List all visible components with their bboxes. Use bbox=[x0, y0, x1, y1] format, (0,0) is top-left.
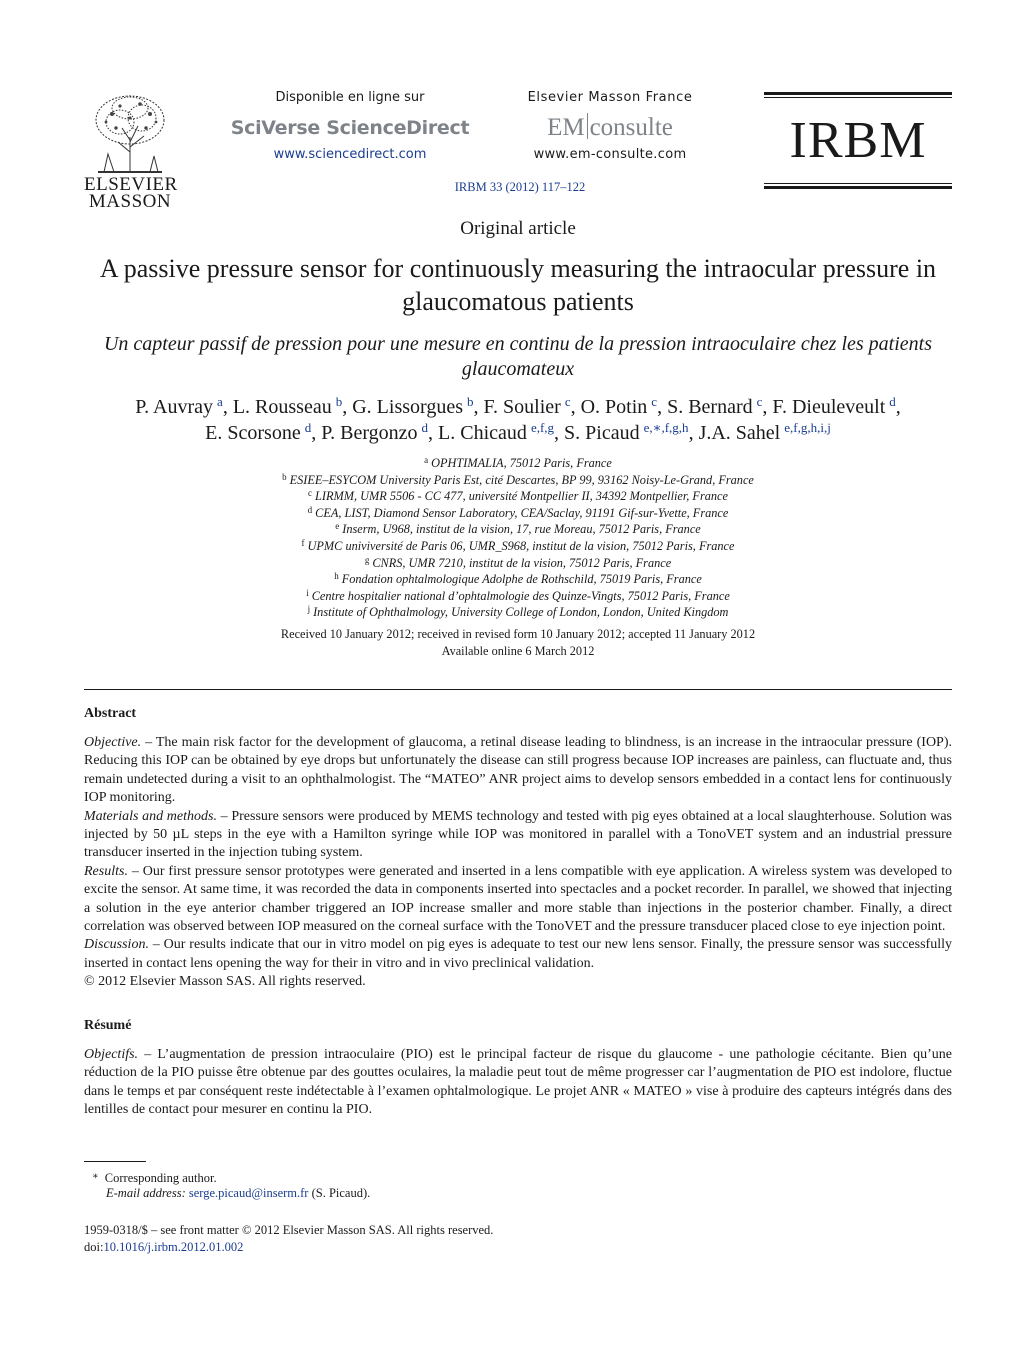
author-affiliation-marker[interactable]: c bbox=[651, 394, 658, 409]
author-name: L. Rousseau bbox=[232, 396, 332, 418]
author-affiliation-marker[interactable]: a bbox=[217, 394, 223, 409]
received-dates: Received 10 January 2012; received in revised form 10 January 2012; accepted 11 January 2012 bbox=[280, 627, 756, 641]
resume-section-label: Objectifs. bbox=[84, 1047, 139, 1062]
author-list bbox=[84, 394, 952, 446]
author-separator: , bbox=[688, 422, 699, 444]
author-name: O. Potin bbox=[580, 396, 648, 418]
affiliation-key: i bbox=[306, 587, 309, 598]
resume-section-text: – L’augmentation de pression intraoculaire (PIO) est le principal facteur de risque du glaucome - une pathologie cécitante. Bien qu’une réduction de la PIO puisse être obtenue par des gouttes oculaires, la maladie peut tout de même progresser car l’augmentation de PIO est indolore, fluctue dans le temps et par conséquent reste indétectable à l’examen ophtalmologique. Le projet ANR « MATEO » vise à produire des capteurs intégrés dans des lentilles de contact pour mesurer en continu la PIO. bbox=[84, 1047, 952, 1118]
affiliation-key: h bbox=[334, 571, 339, 582]
article-title: A passive pressure sensor for continuously measuring the intraocular pressure in glaucomatous patients bbox=[99, 254, 937, 316]
author-affiliation-marker[interactable]: c bbox=[756, 394, 763, 409]
author-affiliation-marker[interactable]: d bbox=[304, 420, 312, 435]
abstract-heading: Abstract bbox=[84, 706, 137, 721]
affiliation-list bbox=[84, 455, 952, 621]
email-link[interactable]: serge.picaud@inserm.fr bbox=[188, 1186, 309, 1200]
author-affiliation-marker[interactable]: d bbox=[421, 420, 429, 435]
affiliation-item bbox=[84, 521, 952, 538]
author-separator: , bbox=[222, 396, 233, 418]
affiliation-item bbox=[84, 505, 952, 522]
affiliation-key: a bbox=[424, 455, 429, 465]
affiliation-text: Inserm, U968, institut de la vision, 17, rue Moreau, 75012 Paris, France bbox=[342, 522, 701, 537]
sciencedirect-available-label: Disponible en ligne sur bbox=[275, 90, 425, 105]
sciencedirect-brand: SciVerse ScienceDirect bbox=[230, 117, 470, 139]
author-separator: , bbox=[473, 396, 484, 418]
affiliation-item bbox=[84, 488, 952, 505]
doi-line bbox=[84, 1239, 243, 1256]
author-separator: , bbox=[762, 396, 773, 418]
affiliation-key: f bbox=[301, 537, 305, 548]
affiliation-text: Fondation ophtalmologique Adolphe de Rothschild, 75019 Paris, France bbox=[341, 572, 702, 587]
journal-title-rule-bottom-thin bbox=[764, 183, 952, 184]
author-affiliation-marker[interactable]: b bbox=[467, 394, 474, 409]
journal-citation[interactable]: IRBM 33 (2012) 117–122 bbox=[454, 180, 586, 194]
article-dates bbox=[84, 626, 952, 660]
author-name: S. Picaud bbox=[564, 422, 640, 444]
affiliation-text: LIRMM, UMR 5506 - CC 477, université Montpellier II, 34392 Montpellier, France bbox=[315, 489, 728, 504]
affiliation-text: CNRS, UMR 7210, institut de la vision, 75012 Paris, France bbox=[372, 555, 672, 570]
journal-title-rule-bottom bbox=[764, 186, 952, 189]
emconsulte-publisher: Elsevier Masson France bbox=[527, 90, 693, 105]
emconsulte-brand bbox=[505, 113, 715, 142]
affiliation-key: g bbox=[364, 554, 370, 565]
section-divider bbox=[84, 689, 952, 690]
affiliation-item bbox=[84, 571, 952, 588]
affiliation-item bbox=[84, 472, 952, 489]
author-name: G. Lissorgues bbox=[352, 396, 463, 418]
author-affiliation-marker[interactable]: e,f,g bbox=[530, 420, 555, 435]
author-separator: , bbox=[311, 422, 322, 444]
abstract-section-text: – Pressure sensors were produced by MEMS technology and tested with pig eyes obtained at a local slaughterhouse. Solution was injected by 50 µL steps in the eye with a Hamilton syringe while IOP was monitored in parallel with a TonoVET system and an industrial pressure transducer inserted in the injection tubing system. bbox=[84, 808, 952, 861]
abstract-section-text: – Our first pressure sensor prototypes were generated and inserted in a lens compatible with eye application. A wireless system was developed to excite the sensor. At same time, it was recorded the data in components inserted into spectacles and a pocket recorder. In parallel, we showed that injecting a solution in the eye anterior chamber triggered an IOP increase smaller and more stable than injections in the posterior chamber. Finally, a direct correlation was observed between IOP measured on the corneal surface with the TonoVET and the pressure transducer placed close to eye injection point. bbox=[84, 863, 952, 935]
elsevier-tree-icon bbox=[90, 92, 170, 174]
abstract-section-text: – The main risk factor for the development of glaucoma, a retinal disease leading to blindness, is an increase in the intraocular pressure (IOP). Reducing this IOP can be obtained by eye drops but unfortunately the disease can still progress because IOP increases are painless, can fluctuate and, thus remain undetected during a visit to an ophthalmologist. The “MATEO” ANR project aims to develop sensors embedded in a contact lens for continuously IOP monitoring. bbox=[84, 735, 952, 806]
abstract-section bbox=[84, 734, 952, 808]
emconsulte-link[interactable]: www.em-consulte.com bbox=[533, 147, 687, 162]
journal-title-rule-top bbox=[764, 92, 952, 95]
author-affiliation-marker[interactable]: c bbox=[564, 394, 571, 409]
author-affiliation-marker[interactable]: d bbox=[889, 394, 896, 409]
abstract-section bbox=[84, 808, 952, 863]
author-name: P. Auvray bbox=[135, 396, 214, 418]
author-separator: , bbox=[570, 396, 581, 418]
article-type: Original article bbox=[460, 218, 576, 239]
affiliation-item bbox=[84, 455, 952, 472]
logo-text-elsevier: ELSEVIER bbox=[84, 174, 178, 195]
email-note bbox=[106, 1185, 370, 1202]
footnote-rule bbox=[84, 1161, 146, 1162]
available-online-date: Available online 6 March 2012 bbox=[441, 644, 595, 658]
affiliation-text: OPHTIMALIA, 75012 Paris, France bbox=[431, 456, 612, 470]
affiliation-key: e bbox=[335, 521, 340, 532]
author-name: S. Bernard bbox=[667, 396, 753, 418]
doi-prefix: doi: bbox=[84, 1240, 104, 1254]
affiliation-key: c bbox=[308, 488, 313, 499]
emconsulte-brand-left: EM bbox=[547, 114, 585, 141]
abstract-section bbox=[84, 936, 952, 973]
abstract-section-label: Materials and methods. bbox=[84, 808, 217, 824]
author-separator: , bbox=[554, 422, 565, 444]
affiliation-text: UPMC univiversité de Paris 06, UMR_S968, institut de la vision, 75012 Paris, France bbox=[307, 538, 735, 553]
author-name: F. Soulier bbox=[483, 396, 561, 418]
journal-title: IRBM bbox=[789, 112, 927, 169]
author-affiliation-marker[interactable]: e,f,g,h,i,j bbox=[784, 420, 831, 435]
resume-heading: Résumé bbox=[84, 1018, 132, 1033]
abstract-section-text: – Our results indicate that our in vitro model on pig eyes is adequate to test our new lens sensor. Finally, the pressure sensor was successfully inserted in contact lens opening the way for their in vitro and in vivo preclinical validation. bbox=[84, 937, 952, 971]
abstract-body bbox=[84, 734, 952, 992]
abstract-section bbox=[84, 863, 952, 937]
author-name: E. Scorsone bbox=[205, 422, 301, 444]
abstract-section-label: Objective. bbox=[84, 735, 142, 750]
logo-text-masson: MASSON bbox=[88, 191, 172, 212]
affiliation-item bbox=[84, 538, 952, 555]
journal-title-rule-top-thin bbox=[764, 97, 952, 98]
affiliation-text: ESIEE–ESYCOM University Paris Est, cité Descartes, BP 99, 93162 Noisy-Le-Grand, France bbox=[289, 472, 754, 487]
affiliation-text: Centre hospitalier national d’ophtalmologie des Quinze-Vingts, 75012 Paris, France bbox=[311, 588, 730, 603]
abstract-copyright: © 2012 Elsevier Masson SAS. All rights reserved. bbox=[84, 974, 366, 990]
emconsulte-brand-right: consulte bbox=[589, 114, 673, 141]
email-label: E-mail address: bbox=[106, 1186, 186, 1200]
author-separator: , bbox=[895, 396, 901, 418]
affiliation-key: b bbox=[282, 471, 287, 482]
doi-link[interactable]: 10.1016/j.irbm.2012.01.002 bbox=[103, 1240, 244, 1254]
sciencedirect-link[interactable]: www.sciencedirect.com bbox=[273, 147, 427, 162]
author-name: F. Dieuleveult bbox=[772, 396, 886, 418]
abstract-section-label: Discussion. bbox=[84, 937, 149, 953]
corresponding-author-label: Corresponding author. bbox=[104, 1171, 217, 1185]
affiliation-key: d bbox=[307, 504, 313, 515]
article-subtitle-french: Un capteur passif de pression pour une mesure en continu de la pression intraoculaire chez les patients glaucomateux bbox=[103, 333, 933, 380]
emconsulte-divider bbox=[587, 113, 588, 139]
abstract-section-label: Results. bbox=[84, 863, 128, 879]
author-affiliation-marker[interactable]: b bbox=[335, 394, 343, 409]
resume-body bbox=[84, 1046, 952, 1120]
author-affiliation-marker[interactable]: e,∗,f,g,h bbox=[643, 420, 689, 435]
author-name: L. Chicaud bbox=[438, 422, 527, 444]
affiliation-item bbox=[84, 555, 952, 572]
author-name: J.A. Sahel bbox=[698, 422, 781, 444]
affiliation-item bbox=[84, 604, 952, 621]
author-separator: , bbox=[657, 396, 668, 418]
affiliation-text: Institute of Ophthalmology, University College of London, London, United Kingdom bbox=[313, 605, 729, 620]
affiliation-text: CEA, LIST, Diamond Sensor Laboratory, CEA/Saclay, 91191 Gif-sur-Yvette, France bbox=[315, 505, 729, 520]
affiliation-key: j bbox=[307, 604, 311, 615]
author-name: P. Bergonzo bbox=[321, 422, 418, 444]
issn-line: 1959-0318/$ – see front matter © 2012 Elsevier Masson SAS. All rights reserved. bbox=[84, 1223, 494, 1237]
author-separator: , bbox=[342, 396, 353, 418]
footnote-marker: ∗ bbox=[92, 1171, 99, 1182]
author-separator: , bbox=[428, 422, 439, 444]
resume-section bbox=[84, 1046, 952, 1120]
email-owner: (S. Picaud). bbox=[308, 1186, 371, 1200]
elsevier-masson-logo bbox=[84, 92, 176, 212]
affiliation-item bbox=[84, 588, 952, 605]
